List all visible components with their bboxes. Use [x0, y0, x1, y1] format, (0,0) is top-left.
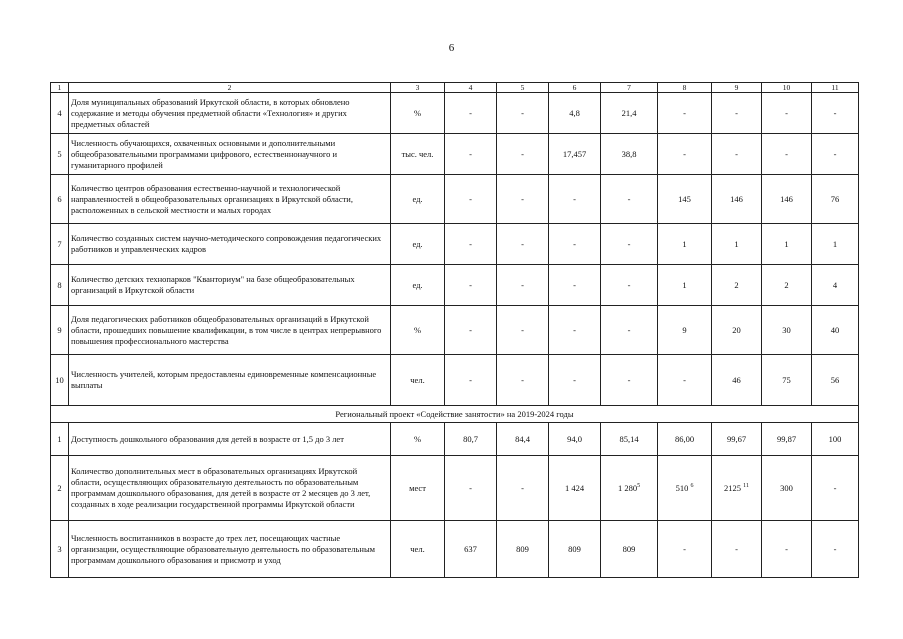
value-cell: - — [601, 224, 658, 265]
value-cell: - — [497, 93, 549, 134]
row-number: 7 — [51, 224, 69, 265]
value-cell: - — [812, 134, 859, 175]
value-cell: 4,8 — [549, 93, 601, 134]
table-row — [51, 306, 859, 355]
value-cell: 84,4 — [497, 423, 549, 456]
value-cell: 300 — [762, 456, 812, 521]
value-cell: - — [549, 265, 601, 306]
value-cell: 86,00 — [658, 423, 712, 456]
value-cell: 38,8 — [601, 134, 658, 175]
value-cell: 1 424 — [549, 456, 601, 521]
section-title: Региональный проект «Содействие занятости» на 2019-2024 годы — [51, 406, 859, 423]
unit-cell: % — [391, 423, 445, 456]
indicator-name: Количество детских технопарков "Кванториум" на базе общеобразовательных организаций в Иркутской области — [69, 265, 391, 306]
value-cell: - — [445, 306, 497, 355]
value-cell: 75 — [762, 355, 812, 406]
value-cell: - — [712, 521, 762, 578]
value-cell: 30 — [762, 306, 812, 355]
footnote-mark: 5 — [637, 482, 641, 489]
indicator-name: Количество дополнительных мест в образовательных организациях Иркутской области, осуществляющих образовательную деятельность по образовательным программам дошкольного образования, для детей в возрасте от 2 месяцев до 3 лет, созданных в ходе реализации государственной программы Иркутской области — [69, 456, 391, 521]
column-header: 4 — [445, 83, 497, 93]
value-cell — [712, 456, 762, 521]
value-cell: 80,7 — [445, 423, 497, 456]
value-cell: 17,457 — [549, 134, 601, 175]
unit-cell: тыс. чел. — [391, 134, 445, 175]
value-cell: 21,4 — [601, 93, 658, 134]
column-header: 11 — [812, 83, 859, 93]
row-number: 5 — [51, 134, 69, 175]
value-cell: 2 — [762, 265, 812, 306]
footnote-mark: 11 — [743, 482, 749, 489]
table-row — [51, 134, 859, 175]
value-cell: - — [712, 134, 762, 175]
row-number: 4 — [51, 93, 69, 134]
value-cell: - — [762, 93, 812, 134]
value-cell: - — [658, 521, 712, 578]
value-cell: - — [497, 456, 549, 521]
indicator-name: Численность обучающихся, охваченных основными и дополнительными общеобразовательными программами цифрового, естественнонаучного и гуманитарного профилей — [69, 134, 391, 175]
value-cell: 1 — [658, 265, 712, 306]
value-cell: - — [497, 265, 549, 306]
value-cell: 1 — [658, 224, 712, 265]
value-text: 510 — [675, 482, 689, 493]
column-header: 9 — [712, 83, 762, 93]
value-cell: 9 — [658, 306, 712, 355]
value-text: 1 280 — [617, 482, 638, 493]
row-number: 8 — [51, 265, 69, 306]
column-header: 2 — [69, 83, 391, 93]
indicator-name: Доля муниципальных образований Иркутской области, в которых обновлено содержание и методы обучения предметной области «Технология» и других предметных областей — [69, 93, 391, 134]
value-cell: 1 — [812, 224, 859, 265]
row-number: 9 — [51, 306, 69, 355]
table-row — [51, 521, 859, 578]
value-cell: - — [549, 224, 601, 265]
value-cell: 2 — [712, 265, 762, 306]
value-cell: - — [658, 93, 712, 134]
value-cell: 809 — [601, 521, 658, 578]
value-cell: 145 — [658, 175, 712, 224]
column-header: 1 — [51, 83, 69, 93]
value-cell: 1 — [762, 224, 812, 265]
indicator-name: Доля педагогических работников общеобразовательных организаций в Иркутской области, прошедших повышение квалификации, в том числе в центрах непрерывного повышения профессионального мастерства — [69, 306, 391, 355]
value-cell — [658, 456, 712, 521]
unit-cell: чел. — [391, 355, 445, 406]
unit-cell: ед. — [391, 224, 445, 265]
value-cell: - — [445, 456, 497, 521]
row-number: 10 — [51, 355, 69, 406]
row-number: 2 — [51, 456, 69, 521]
value-cell: - — [497, 306, 549, 355]
value-cell: - — [549, 175, 601, 224]
value-cell: - — [601, 355, 658, 406]
value-cell: 809 — [497, 521, 549, 578]
indicator-name: Количество созданных систем научно-методического сопровождения педагогических работников и управленческих кадров — [69, 224, 391, 265]
value-cell: - — [445, 175, 497, 224]
value-cell: - — [445, 134, 497, 175]
value-cell: - — [658, 355, 712, 406]
value-cell: 637 — [445, 521, 497, 578]
column-header: 8 — [658, 83, 712, 93]
unit-cell: мест — [391, 456, 445, 521]
value-cell: 56 — [812, 355, 859, 406]
value-cell: - — [497, 134, 549, 175]
footnote-mark: 6 — [690, 482, 694, 489]
value-cell: 99,87 — [762, 423, 812, 456]
value-cell: - — [549, 306, 601, 355]
value-cell: - — [601, 265, 658, 306]
value-cell: 46 — [712, 355, 762, 406]
value-cell: - — [658, 134, 712, 175]
value-cell: - — [445, 265, 497, 306]
table-header-row — [51, 83, 859, 93]
table-row — [51, 355, 859, 406]
value-cell: 4 — [812, 265, 859, 306]
table-row — [51, 423, 859, 456]
column-header: 5 — [497, 83, 549, 93]
page-number: 6 — [448, 42, 455, 54]
value-cell: - — [497, 355, 549, 406]
table-row — [51, 93, 859, 134]
unit-cell: ед. — [391, 265, 445, 306]
column-header: 10 — [762, 83, 812, 93]
value-cell: - — [601, 306, 658, 355]
value-cell: - — [549, 355, 601, 406]
value-cell: 1 — [712, 224, 762, 265]
value-cell: 76 — [812, 175, 859, 224]
indicators-table — [50, 82, 859, 578]
table-row — [51, 265, 859, 306]
value-cell — [601, 456, 658, 521]
value-cell: - — [445, 224, 497, 265]
table-row — [51, 456, 859, 521]
indicator-name: Доступность дошкольного образования для детей в возрасте от 1,5 до 3 лет — [69, 423, 391, 456]
value-cell: 85,14 — [601, 423, 658, 456]
value-cell: 809 — [549, 521, 601, 578]
value-cell: - — [445, 355, 497, 406]
value-cell: - — [812, 93, 859, 134]
row-number: 1 — [51, 423, 69, 456]
unit-cell: чел. — [391, 521, 445, 578]
section-header-row — [51, 406, 859, 423]
unit-cell: ед. — [391, 175, 445, 224]
value-cell: 99,67 — [712, 423, 762, 456]
column-header: 3 — [391, 83, 445, 93]
value-cell: - — [497, 224, 549, 265]
value-cell: - — [762, 521, 812, 578]
value-cell: - — [812, 521, 859, 578]
value-cell: - — [762, 134, 812, 175]
unit-cell: % — [391, 306, 445, 355]
value-cell: 20 — [712, 306, 762, 355]
indicator-name: Численность воспитанников в возрасте до трех лет, посещающих частные организации, осуществляющие образовательную деятельность по образовательным программам дошкольного образования и присмотр и уход — [69, 521, 391, 578]
unit-cell: % — [391, 93, 445, 134]
value-cell: 94,0 — [549, 423, 601, 456]
value-cell: - — [601, 175, 658, 224]
indicator-name: Численность учителей, которым предоставлены единовременные компенсационные выплаты — [69, 355, 391, 406]
value-cell: - — [497, 175, 549, 224]
column-header: 7 — [601, 83, 658, 93]
row-number: 3 — [51, 521, 69, 578]
indicator-name: Количество центров образования естественно-научной и технологической направленностей в общеобразовательных организациях в Иркутской области, расположенных в сельской местности и малых городах — [69, 175, 391, 224]
value-cell: - — [712, 93, 762, 134]
value-cell: 146 — [712, 175, 762, 224]
table-row — [51, 224, 859, 265]
table-row — [51, 175, 859, 224]
value-cell: - — [445, 93, 497, 134]
column-header: 6 — [549, 83, 601, 93]
value-cell: - — [812, 456, 859, 521]
value-cell: 100 — [812, 423, 859, 456]
row-number: 6 — [51, 175, 69, 224]
value-cell: 146 — [762, 175, 812, 224]
value-cell: 40 — [812, 306, 859, 355]
value-text: 2125 — [724, 482, 742, 493]
